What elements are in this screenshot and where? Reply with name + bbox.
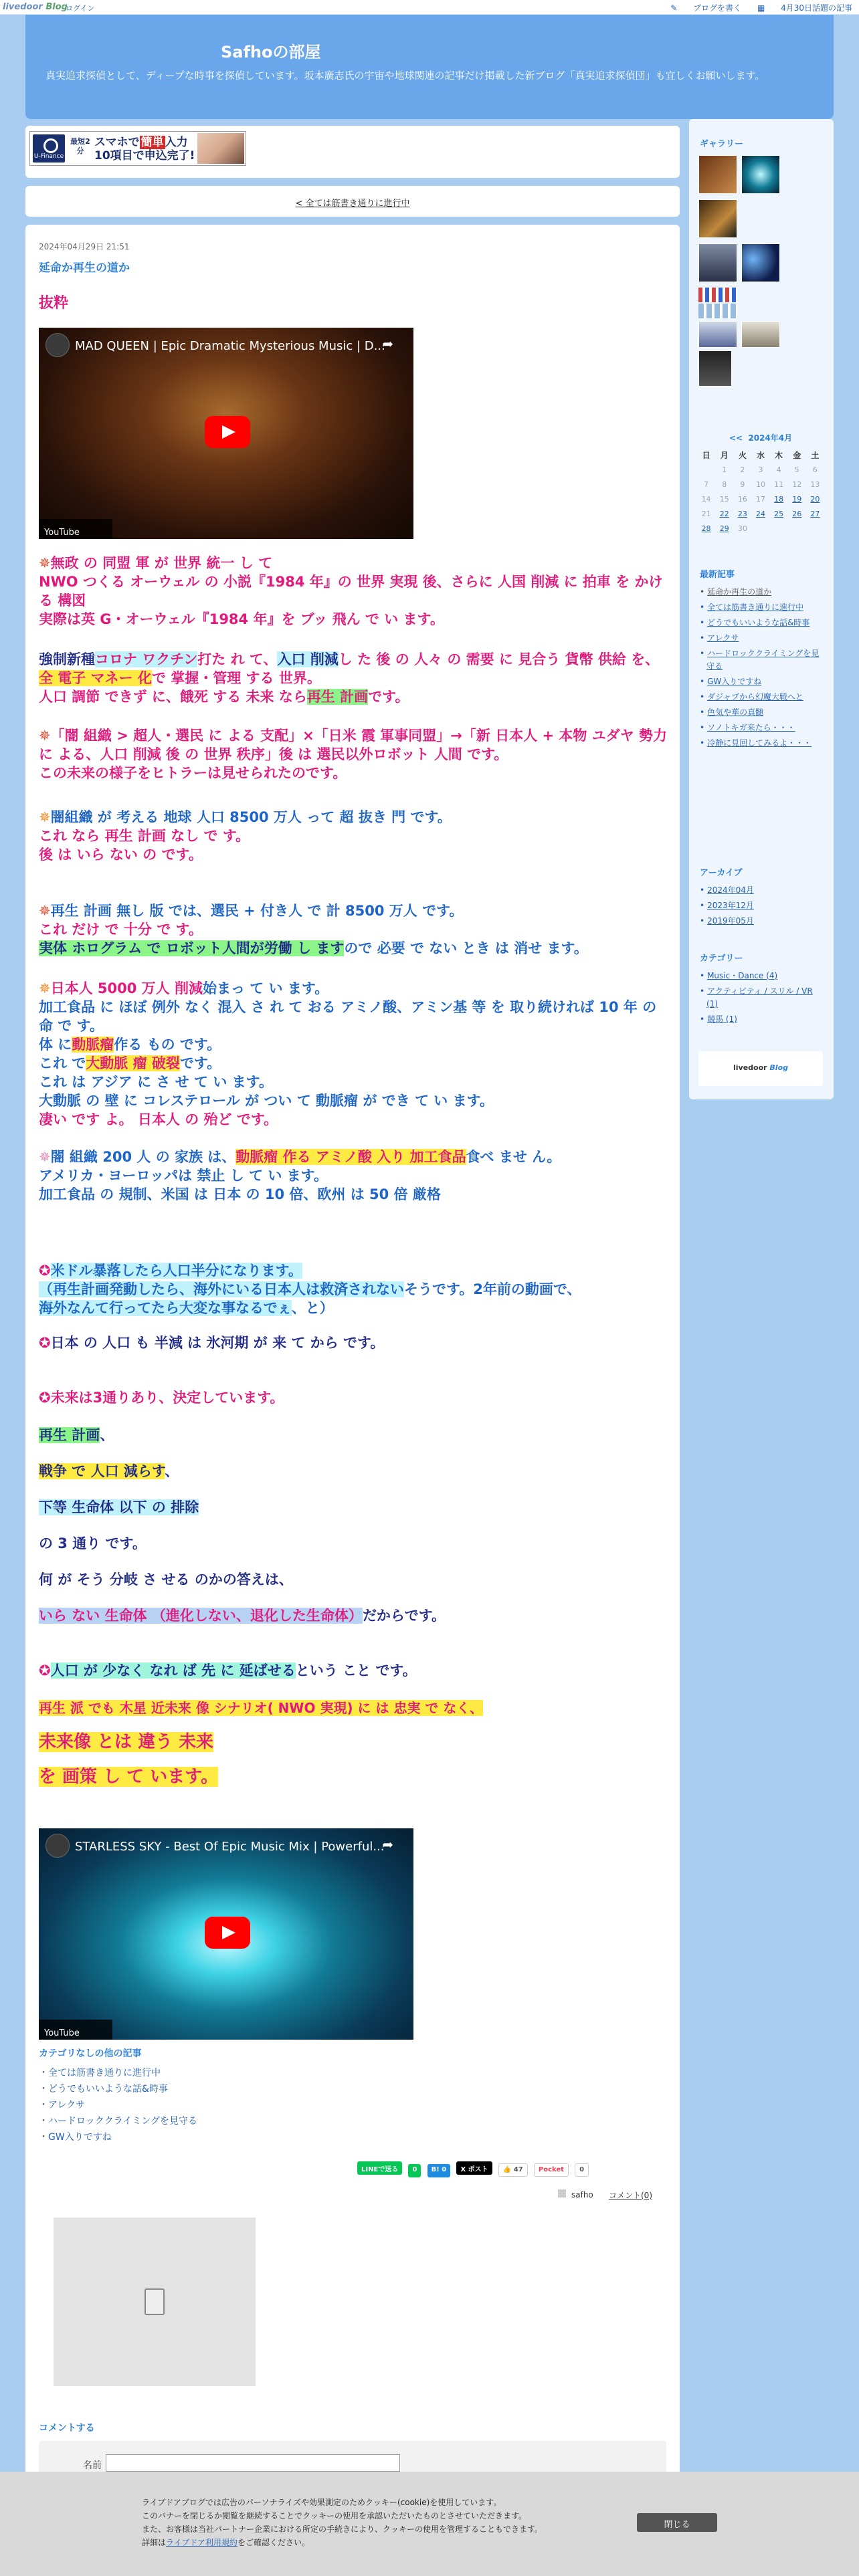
paragraph: ✵再生 計画 無し 版 では、選民 + 付き人 で 計 8500 万人 です。 これ だけ で 十分 で す。 実体 ホログラム で ロボット人間が労働 し ますので 必要 で ない とき は 消せ ます。 bbox=[39, 903, 588, 956]
paragraph: 何 が そう 分岐 さ せる のかの答えは、 bbox=[39, 1572, 293, 1588]
paragraph: ✪日本 の 人口 も 半減 は 氷河期 が 来 て から です。 bbox=[39, 1335, 385, 1351]
recent-list bbox=[698, 586, 826, 752]
youtube-video-1[interactable] bbox=[39, 328, 413, 539]
list-item[interactable]: ・ ハードロッククライミングを見守る bbox=[39, 2113, 197, 2129]
article-title[interactable]: 延命か再生の道か bbox=[39, 261, 130, 275]
calendar-day-link[interactable]: 22 bbox=[719, 509, 729, 518]
sparkle-icon: ✵ bbox=[39, 1149, 51, 1165]
gallery-thumb[interactable] bbox=[698, 288, 737, 302]
list-item[interactable]: • ハードロッククライミングを見守る bbox=[698, 647, 826, 673]
related-title: カテゴリなしの他の記事 bbox=[39, 2048, 142, 2059]
channel-avatar bbox=[45, 1834, 70, 1858]
line-count[interactable]: 0 bbox=[408, 2164, 421, 2177]
blog-title[interactable]: Safhoの部屋 bbox=[221, 43, 321, 62]
list-item[interactable]: • ダジャブから幻魔大戦へと bbox=[698, 691, 826, 704]
blog-header bbox=[25, 15, 834, 119]
calendar-grid: 日 月 火 水 木 金 土 1 2 3 4 5 6 7 8 9 10 11 12 13 14 15 16 17 18 19 20 21 22 23 24 25 26 27 28 29 30 bbox=[697, 447, 824, 536]
youtube-video-2[interactable] bbox=[39, 1828, 413, 2040]
archive-title: アーカイブ bbox=[700, 868, 743, 878]
sidebar bbox=[689, 119, 834, 1099]
paragraph: 未来像 とは 違う 未来 bbox=[39, 1732, 214, 1752]
option-1: 再生 計画、 bbox=[39, 1427, 114, 1443]
paragraph: ✵「闇 組織 > 超人・選民 に よる 支配」×「日米 霞 軍事同盟」→「新 日本人 + 本物 ユダヤ 勢力 に よる、人口 削減 後 の 世界 秩序」後 は 選民以外ロボット 人間 です。 この未来の様子をヒトラーは見せられたのです。 bbox=[39, 728, 668, 781]
list-item[interactable]: • 冷静に見回してみるよ・・・ bbox=[698, 737, 826, 750]
sparkle-icon: ✵ bbox=[39, 728, 51, 744]
gallery-thumb[interactable] bbox=[698, 243, 737, 282]
related-list bbox=[39, 2065, 197, 2145]
video-title: MAD QUEEN | Epic Dramatic Mysterious Music | D... bbox=[75, 339, 385, 353]
name-input[interactable] bbox=[106, 2454, 400, 2472]
list-item[interactable]: • 2023年12月 bbox=[698, 899, 826, 912]
paragraph: ✪人口 が 少なく なれ ば 先 に 延ばせるという こと です。 bbox=[39, 1662, 417, 1679]
recent-title: 最新記事 bbox=[700, 570, 735, 580]
list-item[interactable]: • 延命か再生の道か bbox=[698, 586, 826, 599]
ad-brand-logo: U-Finance bbox=[33, 134, 65, 163]
paragraph: ✵闇 組織 200 人 の 家族 は、動脈瘤 作る アミノ酸 入り 加工食品食べ ませ ん。 アメリカ・ヨーロッパは 禁止 し て い ます。 加工食品 の 規制、米国 は 日本 の 10 倍、欧州 は 50 倍 厳格 bbox=[39, 1149, 561, 1202]
list-item[interactable]: • ソノトキガ来たら・・・ bbox=[698, 722, 826, 734]
ad-banner[interactable] bbox=[29, 131, 246, 166]
list-item[interactable]: • アクティビティ / スリル / VR (1) bbox=[698, 985, 826, 1010]
broken-image-icon bbox=[145, 2288, 165, 2315]
paragraph: ✪未来は3通りあり、決定しています。 bbox=[39, 1390, 284, 1406]
calendar-month: << 2024年4月 bbox=[729, 433, 793, 443]
option-3: 下等 生命体 以下 の 排除 bbox=[39, 1499, 199, 1515]
calendar-day-link[interactable]: 27 bbox=[810, 509, 820, 518]
list-item[interactable]: ・ どうでもいいような話&時事 bbox=[39, 2081, 197, 2097]
video-title: STARLESS SKY - Best Of Epic Music Mix | Powerful... bbox=[75, 1840, 385, 1854]
ad-photo bbox=[197, 133, 244, 164]
cookie-banner bbox=[0, 2472, 859, 2576]
gallery-thumb[interactable] bbox=[698, 199, 737, 238]
calendar-day-link[interactable]: 28 bbox=[701, 524, 711, 533]
calendar-day-link[interactable]: 18 bbox=[774, 494, 784, 504]
gallery-title: ギャラリー bbox=[700, 139, 744, 149]
list-item[interactable]: ・ GW入りですね bbox=[39, 2129, 197, 2145]
category-title: カテゴリー bbox=[700, 954, 743, 964]
archive-list bbox=[698, 884, 826, 930]
calendar-day-link[interactable]: 26 bbox=[792, 509, 802, 518]
sparkle-icon: ✵ bbox=[39, 555, 51, 571]
youtube-logo[interactable]: YouTube bbox=[39, 2020, 112, 2040]
paragraph: ✪米ドル暴落したら人口半分になります。 （再生計画発動したら、海外にいる日本人は救済されないそうです。2年前の動画で、 海外なんて行ってたら大変な事なるでぇ、と） bbox=[39, 1263, 581, 1316]
youtube-logo[interactable]: YouTube bbox=[39, 519, 112, 539]
name-label: 名前 bbox=[83, 2460, 102, 2471]
author-icon bbox=[558, 2189, 566, 2197]
login-link[interactable]: ログイン bbox=[66, 4, 95, 13]
list-item[interactable]: • アレクサ bbox=[698, 632, 826, 645]
play-button[interactable] bbox=[205, 416, 250, 448]
article-date: 2024年04月29日 21:51 bbox=[39, 242, 130, 251]
star-icon: ✪ bbox=[39, 1390, 51, 1406]
calendar-day-link[interactable]: 19 bbox=[792, 494, 802, 504]
sparkle-icon: ✵ bbox=[39, 809, 51, 825]
calendar-day-link[interactable]: 29 bbox=[719, 524, 729, 533]
livedoor-blog-logo[interactable]: livedoor Blog bbox=[698, 1051, 823, 1086]
paragraph: 再生 派 でも 木星 近未来 像 シナリオ( NWO 実現) に は 忠実 で なく、 bbox=[39, 1700, 483, 1716]
category-list bbox=[698, 970, 826, 1029]
list-item[interactable]: • 全ては筋書き通りに進行中 bbox=[698, 601, 826, 614]
cookie-close-button[interactable]: 閉じる bbox=[637, 2513, 717, 2532]
calendar bbox=[697, 432, 824, 536]
share-icon[interactable]: ➦ bbox=[382, 1836, 393, 1852]
terms-link[interactable]: ライブドア利用規約 bbox=[166, 2538, 237, 2547]
list-item[interactable]: • 2024年04月 bbox=[698, 884, 826, 897]
x-post-button[interactable]: X ポスト bbox=[456, 2161, 492, 2175]
paragraph: 強制新種コロナ ワクチン打た れ て、入口 削減し た 後 の 人々 の 需要 に 見合う 貨幣 供給 を、全 電子 マネー 化で 掌握・管理 する 世界。 人口 調節 できず に、餓死 する 未来 なら再生 計画です。 bbox=[39, 651, 660, 705]
paragraph: いら ない 生命体 （進化しない、退化した生命体）だからです。 bbox=[39, 1608, 446, 1624]
star-icon: ✪ bbox=[39, 1335, 51, 1351]
ad-box bbox=[25, 126, 680, 178]
gallery-thumb[interactable] bbox=[698, 304, 737, 318]
list-item[interactable]: • 2019年05月 bbox=[698, 915, 826, 928]
paragraph: ✵闇組織 が 考える 地球 人口 8500 万人 って 超 抜き 門 です。 これ なら 再生 計画 なし で す。 後 は いら ない の です。 bbox=[39, 809, 452, 863]
hatena-bookmark-button[interactable]: B! 0 bbox=[427, 2164, 451, 2177]
comment-form-title: コメントする bbox=[39, 2423, 95, 2434]
calendar-day-link[interactable]: 23 bbox=[737, 509, 747, 518]
calendar-day-link[interactable]: 20 bbox=[810, 494, 820, 504]
paragraph: を 画策 し て います。 bbox=[39, 1767, 219, 1787]
gallery-thumb[interactable] bbox=[698, 350, 732, 387]
channel-avatar bbox=[45, 333, 70, 357]
gallery-thumb[interactable] bbox=[698, 155, 737, 194]
cookie-text: ライブドアブログでは広告のパーソナライズや効果測定のためクッキー(cookie)を使用しています。 このバナーを閉じるか閲覧を継続することでクッキーの使用を承認いただいたものとさせていただきます。 また、お客様は当社パートナー企業における所定の手続きにより、クッキーの使用を管理することもできます。 詳細はライブドア利用規約をご確認ください。 bbox=[142, 2498, 543, 2547]
paragraph: ✵無政 の 同盟 軍 が 世界 統一 し て NWO つくる オーウェル の 小説『1984 年』の 世界 実現 後、さらに 人国 削減 に 拍車 を かける 構図 実際は英 G・オーウェル『1984 年』を ブッ 飛ん で い ます。 bbox=[39, 555, 663, 627]
list-item[interactable]: • 色気や華の真髄 bbox=[698, 706, 826, 719]
list-item[interactable]: • どうでもいいような話&時事 bbox=[698, 617, 826, 629]
ad-main-text: スマホで 簡単 入力 10項目で申込完了! bbox=[94, 136, 195, 163]
author-name[interactable]: safho bbox=[558, 2189, 593, 2199]
sparkle-icon: ✵ bbox=[39, 903, 51, 919]
prev-article-link[interactable]: < 全ては筋書き通りに進行中 bbox=[295, 199, 410, 209]
write-blog-link[interactable]: ✎ ブログを書く bbox=[670, 3, 742, 13]
paragraph: の 3 通り です。 bbox=[39, 1535, 147, 1551]
recent-topic-link[interactable]: ▦ 4月30日話題の記事 bbox=[757, 3, 852, 13]
list-item[interactable]: ・ 全ては筋書き通りに進行中 bbox=[39, 2065, 197, 2081]
pocket-button[interactable]: Pocket bbox=[534, 2163, 569, 2177]
play-button[interactable] bbox=[205, 1917, 250, 1949]
livedoor-logo[interactable]: livedoor Blog bbox=[3, 2, 68, 12]
article-nav bbox=[25, 186, 680, 217]
gallery-thumb[interactable] bbox=[741, 155, 780, 194]
star-icon: ✪ bbox=[39, 1263, 51, 1279]
comment-count-link[interactable]: コメント(0) bbox=[609, 2191, 652, 2200]
option-2: 戦争 で 人口 減らす、 bbox=[39, 1463, 179, 1479]
share-icon[interactable]: ➦ bbox=[382, 336, 393, 352]
article-heading: 抜粋 bbox=[39, 295, 69, 312]
list-item[interactable]: • 競馬 (1) bbox=[698, 1013, 826, 1026]
article bbox=[25, 225, 680, 2485]
like-button[interactable]: 👍 47 bbox=[498, 2163, 528, 2177]
gallery-thumb[interactable] bbox=[698, 321, 737, 348]
calendar-day-link[interactable]: 25 bbox=[774, 509, 784, 518]
pocket-count[interactable]: 0 bbox=[575, 2163, 589, 2177]
broken-image-placeholder bbox=[54, 2218, 256, 2386]
gallery-thumb[interactable] bbox=[741, 243, 780, 282]
calendar-day-link[interactable]: 24 bbox=[755, 509, 765, 518]
list-item[interactable]: ・ アレクサ bbox=[39, 2097, 197, 2113]
top-bar bbox=[0, 0, 859, 15]
list-item[interactable]: • Music・Dance (4) bbox=[698, 970, 826, 982]
paragraph: ✵日本人 5000 万人 削減始まっ て い ます。 加工食品 に ほぼ 例外 なく 混入 さ れ て おる アミノ酸、アミン基 等 を 取り続ければ 10 年 の 命 で す。 体 に動脈瘤作る もの です。 これ で大動脈 瘤 破裂です。 これ は アジア に さ せ て い ます。 大動脈 の 壁 に コレステロール が つい て 動脈瘤 が でき て い ます。 凄い です よ。 日本人 の 殆ど です。 bbox=[39, 980, 657, 1128]
calendar-prev[interactable]: << bbox=[729, 433, 743, 443]
sparkle-icon: ✵ bbox=[39, 980, 51, 996]
ad-small-text: 最短2分 bbox=[70, 137, 90, 155]
star-icon: ✪ bbox=[39, 1662, 51, 1679]
list-item[interactable]: • GW入りですね bbox=[698, 675, 826, 688]
line-share-button[interactable]: LINEで送る bbox=[357, 2161, 402, 2175]
blog-description: 真実追求探偵として、ディープな時事を探偵しています。坂本廣志氏の宇宙や地球関連の記事だけ掲載した新ブログ「真実追求探偵団」も宜しくお願いします。 bbox=[45, 70, 765, 82]
gallery-thumb[interactable] bbox=[741, 321, 780, 348]
share-buttons bbox=[353, 2161, 589, 2177]
